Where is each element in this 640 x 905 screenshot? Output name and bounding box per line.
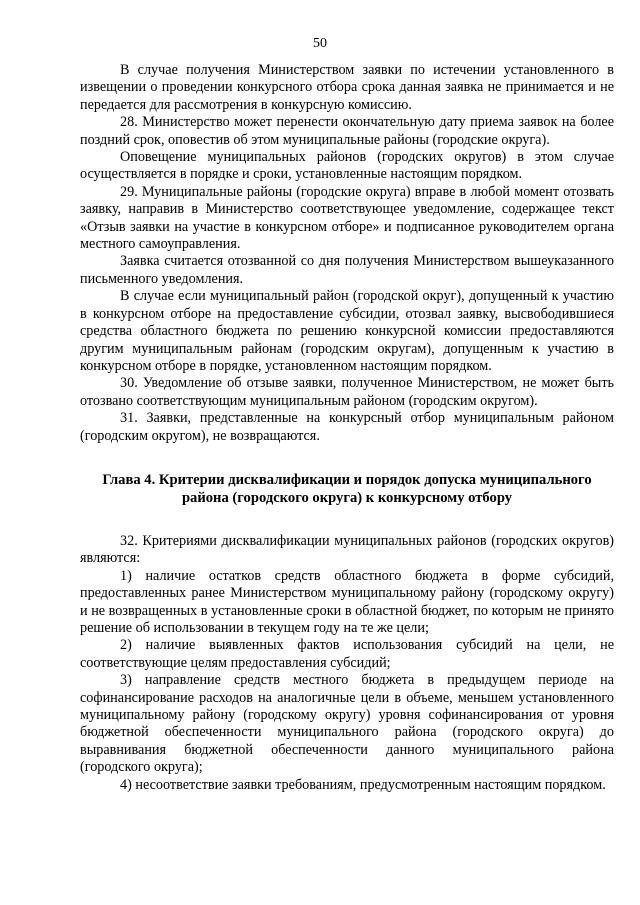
document-body bbox=[80, 62, 614, 794]
paragraph-notification: Оповещение муниципальных районов (городских округов) в этом случае осуществляется в порядке и сроки, установленные настоящим порядком. bbox=[80, 149, 614, 183]
paragraph-28: 28. Министерство может перенести окончательную дату приема заявок на более поздний срок, оповестив об этом муниципальные районы (городские округа). bbox=[80, 114, 614, 148]
criterion-3: 3) направление средств местного бюджета в предыдущем периоде на софинансирование расходов на аналогичные цели в объеме, меньшем установленного муниципальному району (городскому округу) уровня софинансирования от уровня бюджетной обеспеченности муниципального района (городского округа) до выравнивания бюджетной обеспеченности данного муниципального района (городского округа); bbox=[80, 672, 614, 776]
paragraph-29: 29. Муниципальные районы (городские округа) вправе в любой момент отозвать заявку, направив в Министерство соответствующее уведомление, содержащее текст «Отзыв заявки на участие в конкурсном отборе» и подписанное руководителем органа местного самоуправления. bbox=[80, 183, 614, 253]
paragraph-32: 32. Критериями дисквалификации муниципальных районов (городских округов) являются: bbox=[80, 532, 614, 567]
paragraph-31: 31. Заявки, представленные на конкурсный отбор муниципальным районом (городским округом), не возвращаются. bbox=[80, 410, 614, 444]
paragraph-30: 30. Уведомление об отзыве заявки, полученное Министерством, не может быть отозвано соответствующим муниципальным районом (городским округом). bbox=[80, 375, 614, 409]
criterion-2: 2) наличие выявленных фактов использования субсидий на цели, не соответствующие целям предоставления субсидий; bbox=[80, 637, 614, 671]
paragraph-withdrawn: Заявка считается отозванной со дня получения Министерством вышеуказанного письменного уведомления. bbox=[80, 253, 614, 287]
criterion-4: 4) несоответствие заявки требованиям, предусмотренным настоящим порядком. bbox=[120, 776, 606, 793]
page-number: 50 bbox=[313, 36, 327, 51]
chapter-heading: Глава 4. Критерии дисквалификации и порядок допуска муниципального района (городского округа) к конкурсному отбору bbox=[102, 471, 592, 506]
paragraph-redistribution: В случае если муниципальный район (городской округ), допущенный к участию в конкурсном отборе на предоставление субсидии, отозвал заявку, высвободившиеся средства областного бюджета по решению конкурсной комиссии предоставляются другим муниципальным районам (городским округам), допущенным к участию в конкурсном отборе в порядке, установленном настоящим порядком. bbox=[80, 288, 614, 374]
paragraph-late-application: В случае получения Министерством заявки по истечении установленного в извещении о проведении конкурсного отбора срока данная заявка не принимается и не передается для рассмотрения в конкурсную комиссию. bbox=[80, 62, 614, 113]
criterion-1: 1) наличие остатков средств областного бюджета в форме субсидий, предоставленных ранее Министерством муниципальному району (городскому округу) и не возвращенных в установленные сроки в областной бюджет, по которым не принято решение об использовании в текущем году на те же цели; bbox=[80, 567, 614, 636]
